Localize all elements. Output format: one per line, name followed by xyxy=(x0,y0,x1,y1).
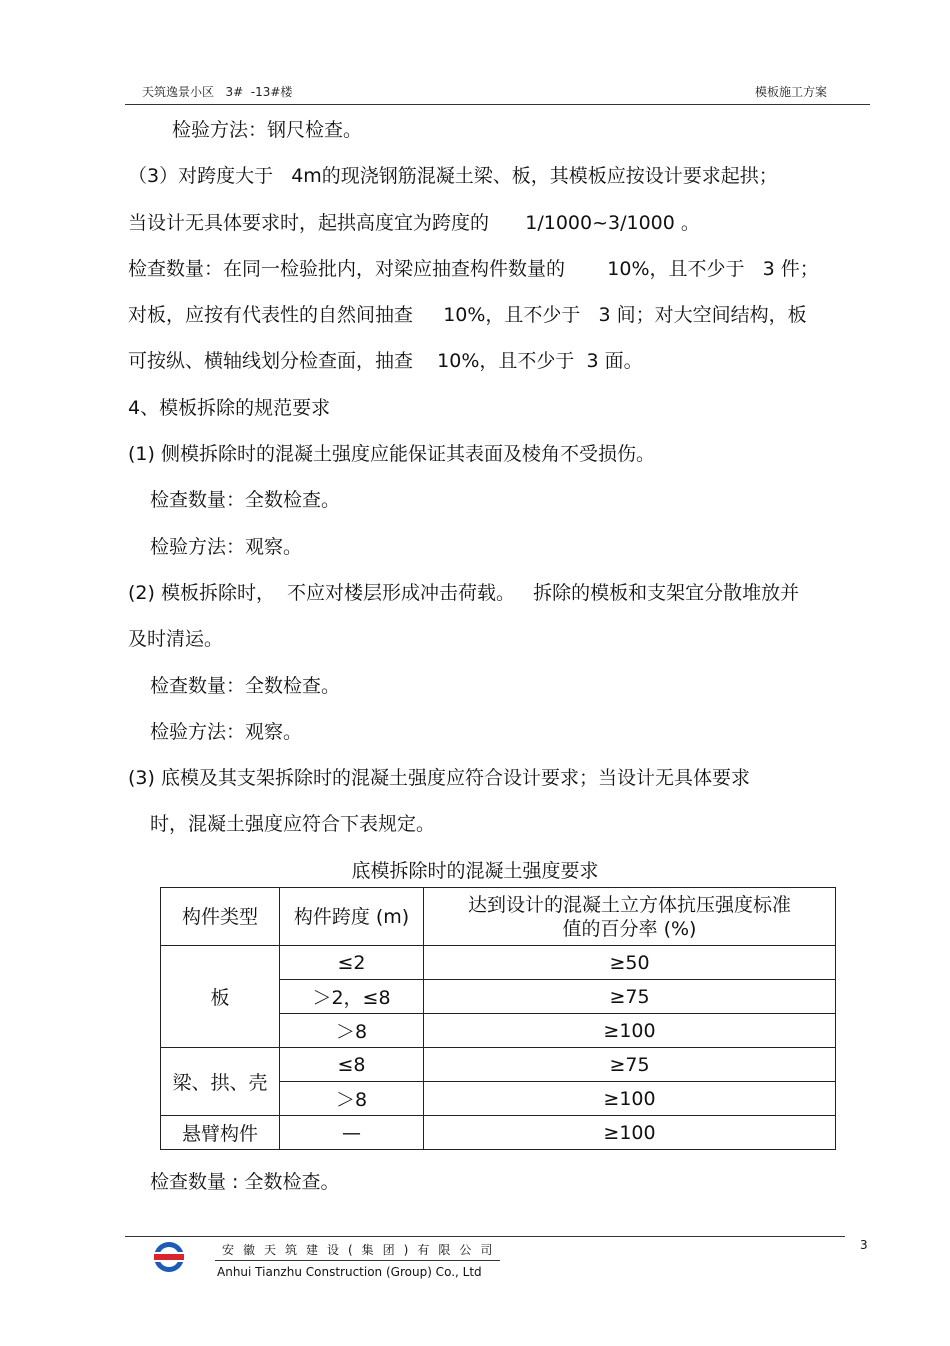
page-number: 3 xyxy=(860,1238,868,1252)
camber-height-line: 当设计无具体要求时，起拱高度宜为跨度的 1/1000~3/1000 。 xyxy=(128,212,700,234)
company-name-cn: 安徽天筑建设(集团)有限公司 xyxy=(222,1243,502,1257)
header-span: 构件跨度 (m) xyxy=(280,888,424,946)
table-row xyxy=(161,1048,836,1082)
header-strength-line1: 达到设计的混凝土立方体抗压强度标准 xyxy=(467,893,791,916)
logo-white-gap-top xyxy=(153,1252,185,1254)
section-heading: 4、模板拆除的规范要求 xyxy=(128,397,331,419)
inspection-quantity-line: 检查数量：在同一检验批内，对梁应抽查构件数量的 10%，且不少于 3 件； xyxy=(128,258,819,280)
item-2-method-line: 检验方法：观察。 xyxy=(150,721,303,743)
header-rule xyxy=(125,104,870,105)
table-caption: 底模拆除时的混凝土强度要求 xyxy=(351,860,599,882)
percent-cell: ≥75 xyxy=(424,1048,836,1082)
inspection-method-line: 检验方法：钢尺检查。 xyxy=(172,119,363,141)
percent-cell: ≥100 xyxy=(424,1014,836,1048)
header-strength-percent xyxy=(424,888,836,946)
item-2-removal-line: (2) 模板拆除时， 不应对楼层形成冲击荷载。 拆除的模板和支架宜分散堆放并 xyxy=(128,582,800,604)
percent-cell: ≥100 xyxy=(424,1116,836,1150)
item-3-camber-line: （3）对跨度大于 4m的现浇钢筋混凝土梁、板，其模板应按设计要求起拱； xyxy=(128,165,778,187)
item-3-bottom-form-line: (3) 底模及其支架拆除时的混凝土强度应符合设计要求；当设计无具体要求 xyxy=(128,767,750,789)
percent-cell: ≥50 xyxy=(424,946,836,980)
item-1-method-line: 检验方法：观察。 xyxy=(150,536,303,558)
logo-white-gap-bottom xyxy=(153,1260,185,1262)
item-1-quantity-line: 检查数量：全数检查。 xyxy=(150,489,341,511)
footer-rule xyxy=(125,1236,845,1237)
footer-company-rule xyxy=(215,1260,500,1261)
table-row xyxy=(161,1116,836,1150)
table-header-row xyxy=(161,888,836,946)
final-quantity-line: 检查数量 : 全数检查。 xyxy=(150,1171,340,1193)
table-row xyxy=(161,946,836,980)
item-2-quantity-line: 检查数量：全数检查。 xyxy=(150,675,341,697)
group-cantilever: 悬臂构件 xyxy=(161,1116,280,1150)
header-project-name: 天筑逸景小区 3# -13#楼 xyxy=(142,85,293,99)
span-cell: ＞8 xyxy=(280,1082,424,1116)
header-member-type: 构件类型 xyxy=(161,888,280,946)
span-cell: ≤8 xyxy=(280,1048,424,1082)
logo-red-band xyxy=(154,1254,184,1260)
company-logo-icon xyxy=(153,1241,185,1273)
group-slab: 板 xyxy=(161,946,280,1048)
item-3-table-ref-line: 时，混凝土强度应符合下表规定。 xyxy=(150,813,436,835)
slab-inspection-line: 对板，应按有代表性的自然间抽查 10%，且不少于 3 间；对大空间结构，板 xyxy=(128,304,807,326)
span-cell: ＞2，≤8 xyxy=(280,980,424,1014)
percent-cell: ≥75 xyxy=(424,980,836,1014)
span-cell: — xyxy=(280,1116,424,1150)
company-name-en: Anhui Tianzhu Construction (Group) Co., Ltd xyxy=(217,1265,482,1279)
header-document-title: 模板施工方案 xyxy=(755,85,828,99)
percent-cell: ≥100 xyxy=(424,1082,836,1116)
strength-table xyxy=(160,887,836,1150)
item-2-cleanup-line: 及时清运。 xyxy=(128,628,224,650)
header-strength-line2: 值的百分率 (%) xyxy=(562,917,697,940)
span-cell: ＞8 xyxy=(280,1014,424,1048)
group-beam-arch-shell: 梁、拱、壳 xyxy=(161,1048,280,1116)
item-1-side-form-line: (1) 侧模拆除时的混凝土强度应能保证其表面及棱角不受损伤。 xyxy=(128,443,655,465)
axis-inspection-line: 可按纵、横轴线划分检查面，抽查 10%，且不少于 3 面。 xyxy=(128,350,643,372)
span-cell: ≤2 xyxy=(280,946,424,980)
